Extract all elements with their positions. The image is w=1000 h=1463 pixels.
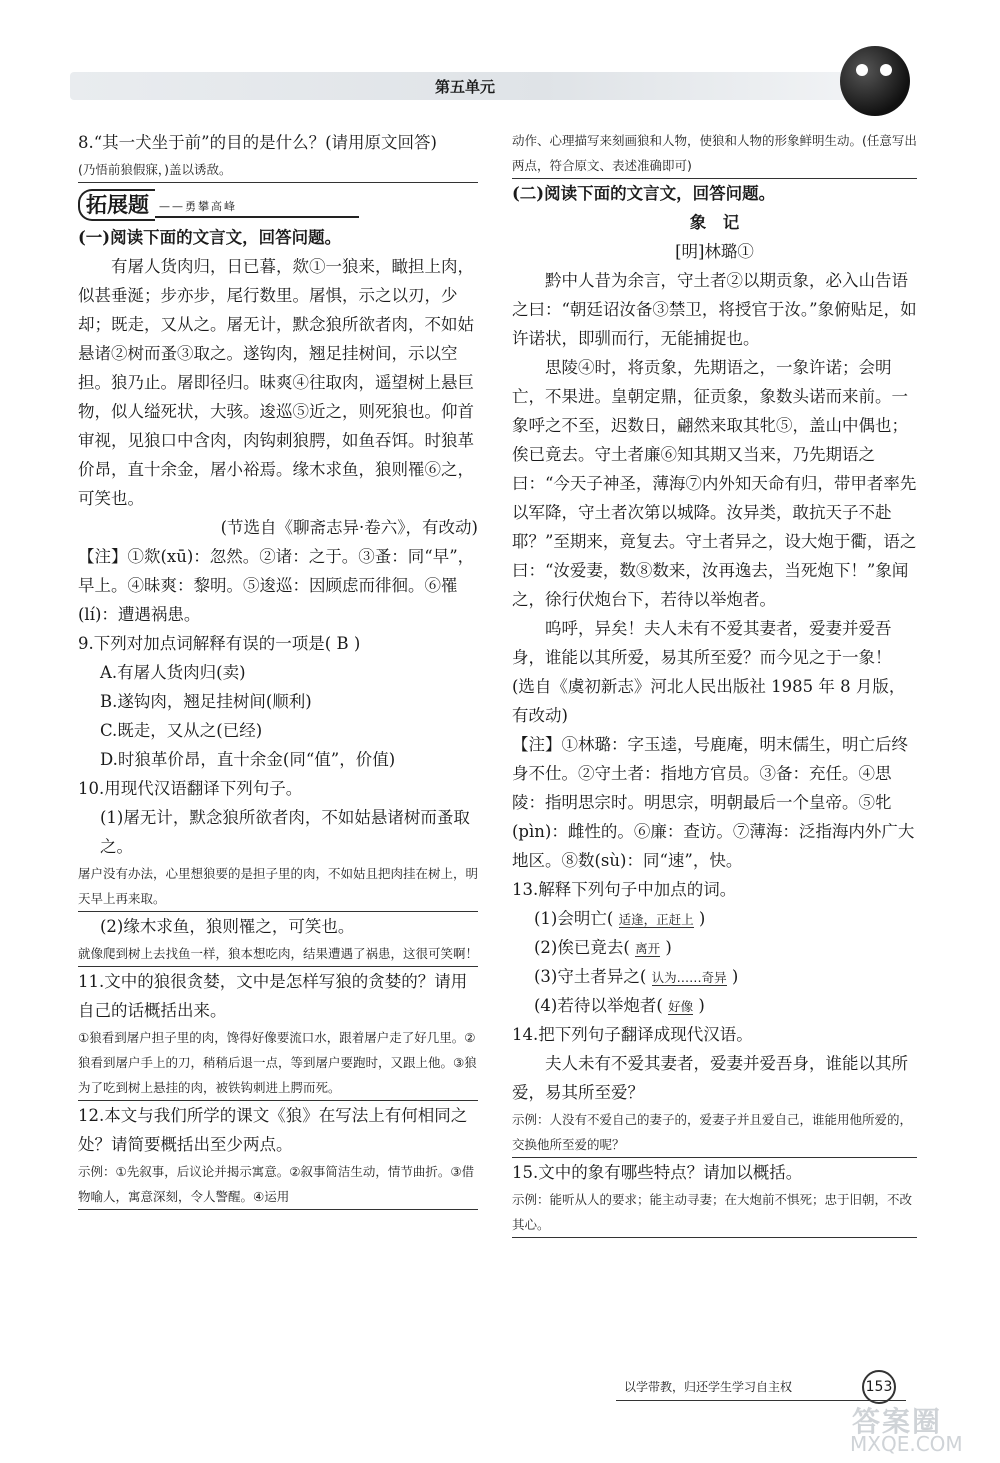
option-b: B.遂钩肉，翘足挂树间(顺利)	[100, 692, 312, 711]
answer-10-1: 屠户没有办法，心里想狼要的是担子里的肉，不如姑且把肉挂在树上，明天早上再来取。	[78, 861, 478, 912]
question-14-sentence: 夫人未有不爱其妻者，爱妻并爱吾身，谁能以其所爱，易其所至爱？	[512, 1054, 908, 1102]
unit-title: 第五单元	[434, 78, 495, 96]
extension-section-header	[78, 189, 478, 221]
question-13-2	[512, 933, 917, 962]
answer-9: B	[336, 634, 349, 653]
answer-14: 示例：人没有不爱自己的妻子的，爱妻子并且爱自己，谁能用他所爱的，交换他所至爱的呢？	[512, 1107, 917, 1158]
answer-12: 示例：①先叙事，后议论并揭示寓意。②叙事简洁生动，情节曲折。③借物喻人，寓意深刻，令人警醒。④运用	[78, 1159, 478, 1210]
question-14: 14.把下列句子翻译成现代汉语。	[512, 1025, 753, 1044]
part-1-title: (一)阅读下面的文言文，回答问题。	[78, 228, 342, 247]
passage-author: [明]林璐①	[675, 242, 754, 261]
passage-paragraph: 有屠人货肉归，日已暮，欻①一狼来，瞰担上肉，似甚垂涎；步亦步，尾行数里。屠惧，示之以刃，少却；既走，又从之。屠无计，默念狼所欲者肉，不如姑悬诸②树而蚤③取之。遂钩肉，翘足挂树间，示以空担。狼乃止。屠即径归。昧爽④往取肉，遥望树上悬巨物，似人缢死状，大骇。逡巡⑤近之，则死狼也。仰首审视，见狼口中含肉，肉钩刺狼腭，如鱼吞饵。时狼革价昂，直十余金，屠小裕焉。缘木求鱼，狼则罹⑥之，可笑也。	[78, 257, 474, 508]
item-answer: 适逢，正赶上	[618, 912, 694, 927]
page-header	[70, 62, 930, 110]
page-footer	[616, 1370, 906, 1401]
item-answer: 好像	[668, 999, 694, 1014]
answer-11: ①狼看到屠户担子里的肉，馋得好像要流口水，跟着屠户走了好几里。②狼看到屠户手上的刀，稍稍后退一点，等到屠户要跑时，又跟上他。③狼为了吃到树上悬挂的肉，被铁钩刺进上腭而死。	[78, 1025, 478, 1101]
passage-paragraph: 呜呼，异矣！夫人未有不爱其妻者，爱妻并爱吾身，谁能以其所爱，易其所至爱？而今见之于一象！	[512, 619, 892, 667]
right-column	[512, 128, 917, 1238]
question-13: 13.解释下列句子中加点的词。	[512, 880, 737, 899]
question-10: 10.用现代汉语翻译下列句子。	[78, 779, 303, 798]
item-answer: 离开	[635, 941, 661, 956]
section-subtitle: ——勇攀高峰	[155, 192, 359, 218]
part-2-title: (二)阅读下面的文言文，回答问题。	[512, 184, 776, 203]
passage-notes: 【注】①欻(xū)：忽然。②诸：之于。③蚤：同“早”，早上。④昧爽：黎明。⑤逡巡：因顾虑而徘徊。⑥罹(lí)：遭遇祸患。	[78, 547, 475, 624]
item-text: (4)若待以举炮者(	[534, 996, 663, 1015]
section-title: 拓展题	[78, 189, 155, 221]
question-15: 15.文中的象有哪些特点？请加以概括。	[512, 1163, 803, 1182]
passage-source: (节选自《聊斋志异·卷六》，有改动)	[220, 518, 478, 537]
watermark-logo: 答案圈	[852, 1405, 943, 1438]
question-12: 12.本文与我们所学的课文《狼》在写法上有何相同之处？请简要概括出至少两点。	[78, 1106, 468, 1154]
left-column	[78, 128, 478, 1210]
item-close: )	[665, 938, 672, 957]
item-text: (3)守土者异之(	[534, 967, 647, 986]
question-13-4	[512, 991, 917, 1020]
option-a: A.有屠人货肉归(卖)	[100, 663, 246, 682]
footer-slogan: 以学带教，归还学生学习自主权	[624, 1380, 793, 1394]
mascot-logo	[840, 46, 910, 116]
question-8: 8.“其一犬坐于前”的目的是什么？(请用原文回答)	[78, 133, 437, 152]
question-13-1	[512, 904, 917, 933]
answer-8: (乃悟前狼假寐，)盖以诱敌。	[78, 157, 478, 183]
option-c: C.既走，又从之(已经)	[100, 721, 263, 740]
passage-paragraph: 黔中人昔为余言，守土者②以期贡象，必入山告语之曰：“朝廷诏汝备③禁卫，将授官于汝。”象俯贴足，如许诺状，即驯而行，无能捕捉也。	[512, 271, 917, 348]
answer-15: 示例：能听从人的要求；能主动寻妻；在大炮前不惧死；忠于旧朝，不改其心。	[512, 1187, 917, 1238]
mascot-eye-right	[880, 64, 892, 76]
question-10-2: (2)缘木求鱼，狼则罹之，可笑也。	[100, 917, 355, 936]
page-number: 153	[862, 1370, 896, 1404]
passage-paragraph: 思陵④时，将贡象，先期语之，一象许诺；会明亡，不果进。皇朝定鼎，征贡象，象数头诺而来前。一象呼之不至，迟数日，翩然来取其牝⑤，盖山中偶也；俟已竟去。守土者廉⑥知其期又当来，乃先期语之曰：“今天子神圣，薄海⑦内外知天命有归，带甲者率先以军降，守土者次第以城降。汝异类，敢抗天子不赴耶？”至期来，竟复去。守土者异之，设大炮于衢，语之曰：“汝爱妻，数⑧数来，汝再逸去，当死炮下！”象闻之，徐行伏炮台下，若待以举炮者。	[512, 358, 917, 609]
watermark-url: MXQE.COM	[850, 1432, 963, 1456]
item-text: (1)会明亡(	[534, 909, 614, 928]
option-d: D.时狼革价昂，直十余金(同“值”，价值)	[100, 750, 396, 769]
item-close: )	[698, 996, 705, 1015]
question-11: 11.文中的狼很贪婪，文中是怎样写狼的贪婪的？请用自己的话概括出来。	[78, 972, 468, 1020]
question-9-text: 9.下列对加点词解释有误的一项是(	[78, 634, 332, 653]
question-13-3	[512, 962, 917, 991]
item-close: )	[731, 967, 739, 986]
answer-10-2: 就像爬到树上去找鱼一样，狼本想吃肉，结果遭遇了祸患，这很可笑啊！	[78, 941, 478, 967]
item-close: )	[698, 909, 706, 928]
item-text: (2)俟已竟去(	[534, 938, 630, 957]
question-10-1: (1)屠无计，默念狼所欲者肉，不如姑悬诸树而蚤取之。	[100, 808, 470, 856]
item-answer: 认为……奇异	[651, 970, 727, 985]
answer-12-continued: 动作、心理描写来刻画狼和人物，使狼和人物的形象鲜明生动。(任意写出两点，符合原文、表述准确即可)	[512, 128, 917, 179]
mascot-eye-left	[856, 64, 868, 76]
question-9-close: )	[353, 634, 361, 653]
passage-notes: 【注】①林璐：字玉逵，号鹿庵，明末儒生，明亡后终身不仕。②守土者：指地方官员。③备：充任。④思陵：指明思宗时。明思宗，明朝最后一个皇帝。⑤牝(pìn)：雌性的。⑥廉：查访。⑦薄海：泛指海内外广大地区。⑧数(sù)：同“速”，快。	[512, 735, 915, 870]
passage-title: 象 记	[689, 213, 740, 232]
passage-source: (选自《虞初新志》河北人民出版社 1985 年 8 月版，有改动)	[512, 677, 906, 725]
question-9	[78, 629, 478, 658]
